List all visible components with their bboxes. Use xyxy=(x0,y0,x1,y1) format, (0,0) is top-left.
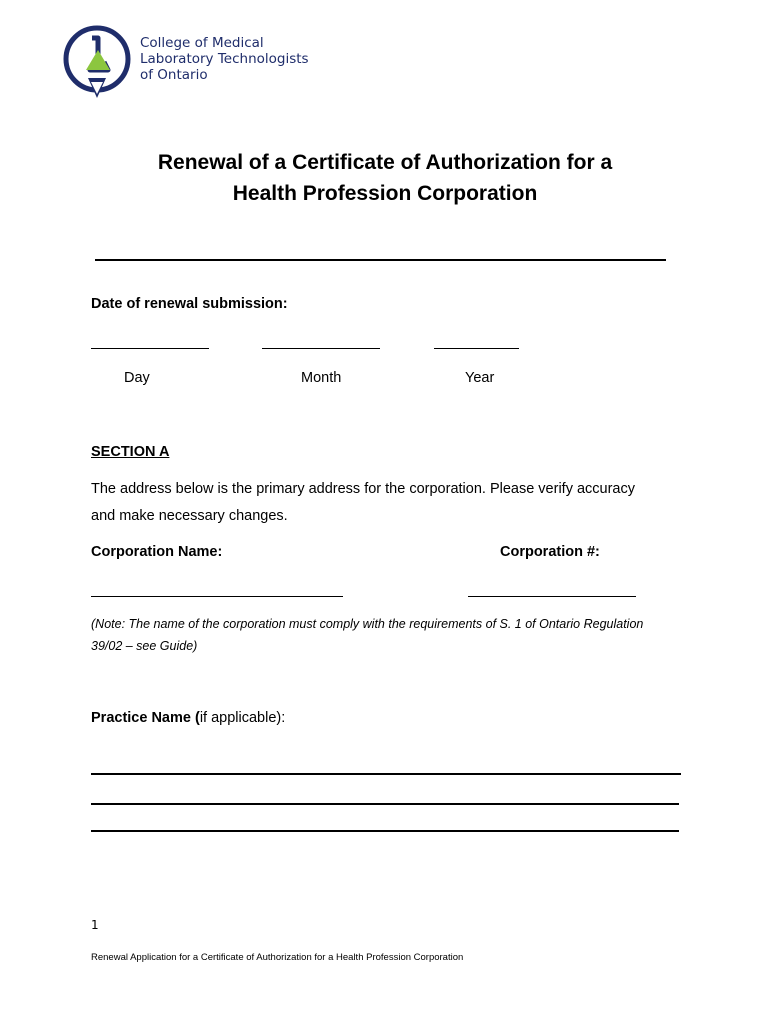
corporation-number-label: Corporation #: xyxy=(500,544,600,560)
note-line-1: (Note: The name of the corporation must comply with the requirements of S. 1 of Ontario Regulation xyxy=(91,617,644,631)
corporation-number-field[interactable] xyxy=(468,596,636,597)
page-number: 1 xyxy=(91,918,99,932)
note-line-2: 39/02 – see Guide) xyxy=(91,639,198,653)
practice-name-label-normal: if applicable): xyxy=(199,710,286,726)
section-a-heading: SECTION A xyxy=(91,444,170,460)
document-title-line-1: Renewal of a Certificate of Authorization for a xyxy=(157,151,613,174)
practice-name-field-line-2[interactable] xyxy=(91,803,679,805)
practice-name-label-bold: Practice Name ( xyxy=(91,710,200,726)
org-name-line-3: of Ontario xyxy=(140,67,208,83)
day-label: Day xyxy=(124,370,150,386)
org-name-line-2: Laboratory Technologists xyxy=(140,51,309,67)
corporation-name-label: Corporation Name: xyxy=(91,544,223,560)
day-field[interactable] xyxy=(91,348,209,349)
month-field[interactable] xyxy=(262,348,380,349)
org-name-line-1: College of Medical xyxy=(140,35,264,51)
intro-text-line-1: The address below is the primary address for the corporation. Please verify accuracy xyxy=(91,481,635,497)
year-label: Year xyxy=(465,370,495,386)
college-logo-icon xyxy=(60,22,140,110)
corporation-name-field[interactable] xyxy=(91,596,343,597)
title-divider xyxy=(95,259,666,261)
practice-name-field-line-1[interactable] xyxy=(91,773,681,775)
practice-name-field-line-3[interactable] xyxy=(91,830,679,832)
year-field[interactable] xyxy=(434,348,519,349)
document-title-line-2: Health Profession Corporation xyxy=(232,182,538,205)
month-label: Month xyxy=(301,370,342,386)
practice-name-label xyxy=(91,710,285,726)
intro-text-line-2: and make necessary changes. xyxy=(91,508,288,524)
footer-text: Renewal Application for a Certificate of Authorization for a Health Profession Corporation xyxy=(91,952,464,963)
date-of-renewal-label: Date of renewal submission: xyxy=(91,296,288,312)
